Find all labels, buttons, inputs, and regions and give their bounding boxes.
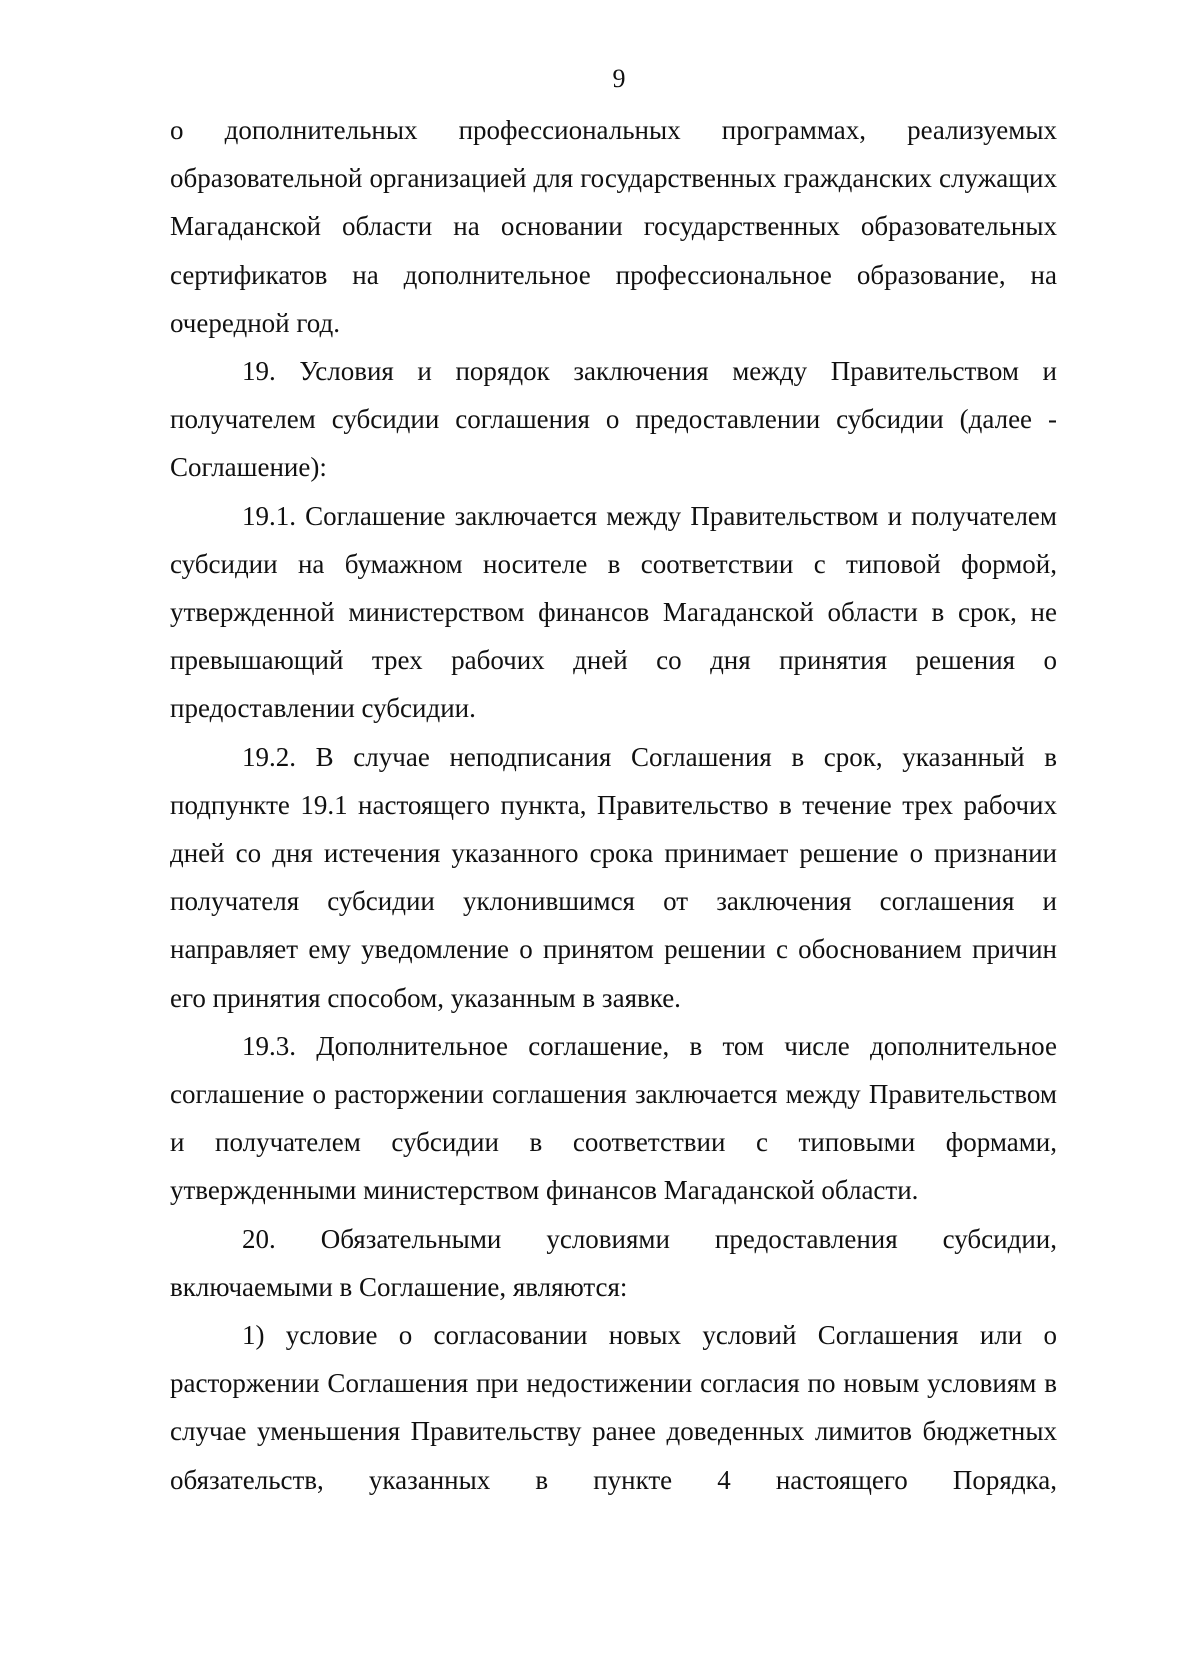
paragraph-20-1: 1) условие о согласовании новых условий Соглашения или о расторжении Соглашения при недостижении согласия по новым условиям в случае уменьшения Правительству ранее доведенных лимитов бюджетных обязательств, указанных в пункте 4 настоящего Порядка, (170, 1320, 1057, 1495)
paragraph-continuation: о дополнительных профессиональных программах, реализуемых образовательной организацией для государственных гражданских служащих Магаданской области на основании государственных образовательных сертификатов на дополнительное профессиональное образование, на очередной год. (170, 115, 1057, 338)
page-number: 9 (612, 64, 626, 93)
paragraph-19-3: 19.3. Дополнительное соглашение, в том числе дополнительное соглашение о расторжении соглашения заключается между Правительством и получателем субсидии в соответствии с типовыми формами, утвержденными министерством финансов Магаданской области. (170, 1030, 1057, 1206)
paragraph-20: 20. Обязательными условиями предоставления субсидии, включаемыми в Соглашение, являются: (170, 1223, 1057, 1302)
paragraph-19-1: 19.1. Соглашение заключается между Правительством и получателем субсидии на бумажном носителе в соответствии с типовой формой, утвержденной министерством финансов Магаданской области в срок, не превышающий трех рабочих дней со дня принятия решения о предоставлении субсидии. (170, 500, 1057, 724)
document-body (170, 106, 1057, 1504)
paragraph-19: 19. Условия и порядок заключения между Правительством и получателем субсидии соглашения о предоставлении субсидии (далее - Соглашение): (170, 356, 1057, 483)
paragraph-19-2: 19.2. В случае неподписания Соглашения в срок, указанный в подпункте 19.1 настоящего пункта, Правительство в течение трех рабочих дней со дня истечения указанного срока принимает решение о признании получателя субсидии уклонившимся от заключения соглашения и направляет ему уведомление о принятом решении с обоснованием причин его принятия способом, указанным в заявке. (170, 741, 1057, 1013)
